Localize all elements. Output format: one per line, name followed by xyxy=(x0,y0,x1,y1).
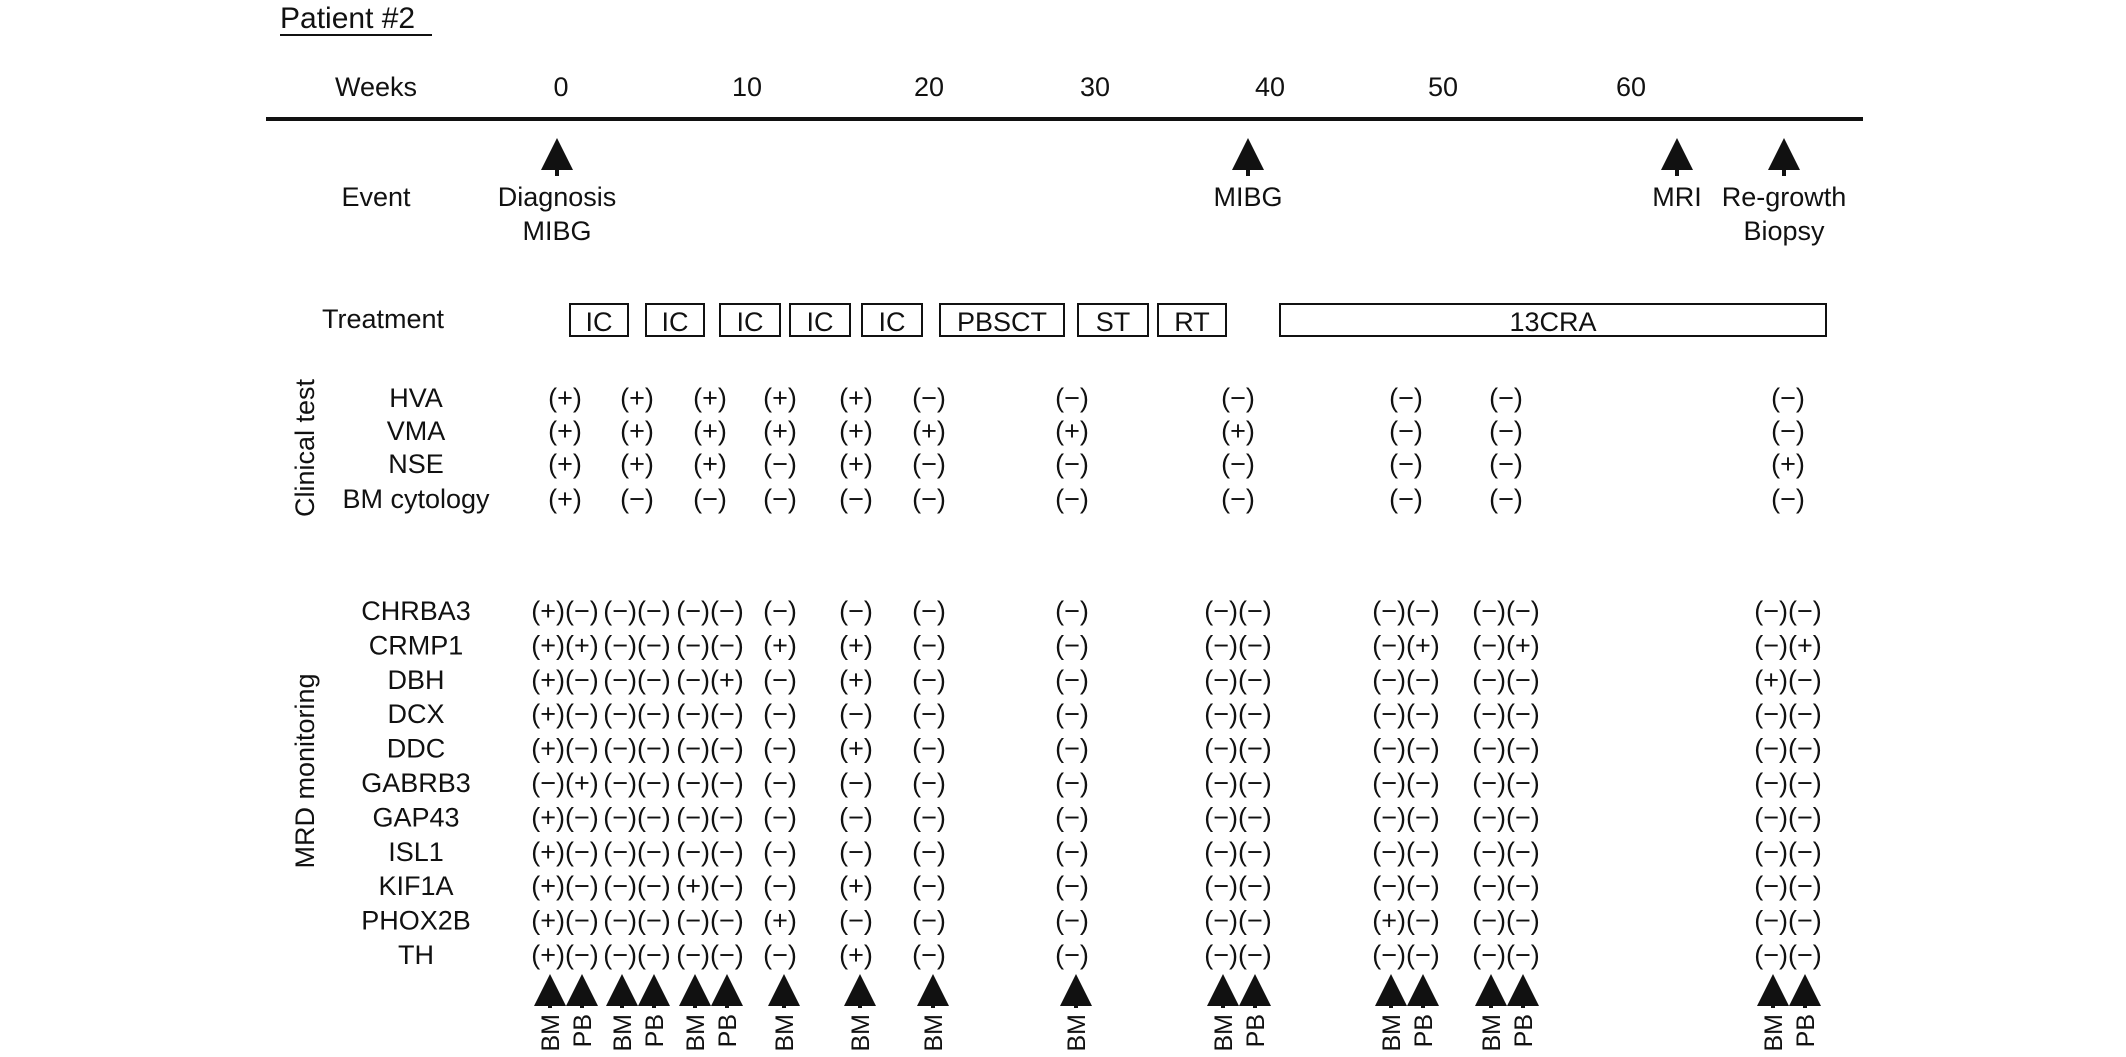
mrd-result: (−) xyxy=(912,905,946,936)
clinical-result: (+) xyxy=(620,383,654,413)
event-label: Event xyxy=(341,182,411,212)
mrd-result: (+)(−) xyxy=(531,802,599,833)
mrd-result: (−) xyxy=(1055,940,1089,970)
mrd-result: (−)(−) xyxy=(603,699,671,730)
sample-type-label: BM xyxy=(537,1014,565,1052)
clinical-result: (+) xyxy=(548,484,582,514)
clinical-result: (−) xyxy=(1389,484,1423,514)
clinical-result: (−) xyxy=(763,484,797,514)
mrd-result: (+) xyxy=(839,733,873,764)
clinical-result: (−) xyxy=(1771,416,1805,446)
clinical-result: (−) xyxy=(912,449,946,479)
event-text: Re-growth xyxy=(1721,182,1847,212)
mrd-result: (−)(+) xyxy=(676,664,744,695)
mrd-monitoring-table xyxy=(361,596,1822,970)
clinical-result: (+) xyxy=(548,416,582,446)
mrd-result: (−) xyxy=(839,699,873,730)
clinical-result: (+) xyxy=(839,383,873,413)
mrd-result: (−) xyxy=(763,836,797,867)
mrd-result: (−)(−) xyxy=(676,699,744,730)
mrd-result: (+)(−) xyxy=(531,871,599,902)
mrd-result: (−)(−) xyxy=(1372,699,1440,730)
mrd-result: (−) xyxy=(763,871,797,902)
treatment-label: Treatment xyxy=(321,304,445,334)
sample-type-label: BM xyxy=(847,1014,875,1052)
clinical-result: (−) xyxy=(763,449,797,479)
mrd-result: (+) xyxy=(839,664,873,695)
mrd-result: (−)(−) xyxy=(603,871,671,902)
mrd-result: (−)(−) xyxy=(676,733,744,764)
sample-type-label: PB xyxy=(641,1014,669,1048)
mrd-row-label: ISL1 xyxy=(388,836,444,867)
clinical-result: (+) xyxy=(1221,416,1255,446)
sample-markers xyxy=(537,990,1820,1052)
mrd-row-label: CRMP1 xyxy=(368,630,464,661)
sample-type-label: BM xyxy=(1210,1014,1238,1052)
sample-type-label: PB xyxy=(1792,1014,1820,1048)
mrd-result: (−)(−) xyxy=(1472,871,1540,902)
mrd-result: (−)(+) xyxy=(1754,630,1822,661)
mrd-result: (−)(−) xyxy=(1754,836,1822,867)
mrd-result: (−)(−) xyxy=(1754,905,1822,936)
mrd-result: (+)(−) xyxy=(531,596,599,626)
mrd-result: (−)(−) xyxy=(1372,836,1440,867)
event-text: MIBG xyxy=(1213,182,1283,212)
week-tick-label: 60 xyxy=(1615,72,1647,102)
mrd-result: (−)(−) xyxy=(1754,802,1822,833)
mrd-result: (−)(+) xyxy=(1372,630,1440,661)
mrd-result: (−)(−) xyxy=(1204,836,1272,867)
mrd-result: (−)(−) xyxy=(1754,940,1822,970)
clinical-result: (−) xyxy=(1389,416,1423,446)
clinical-test-label: Clinical test xyxy=(290,378,320,518)
mrd-row-label: TH xyxy=(398,940,434,970)
clinical-result: (+) xyxy=(839,416,873,446)
mrd-result: (−)(−) xyxy=(1372,940,1440,970)
mrd-result: (+) xyxy=(839,630,873,661)
events xyxy=(498,154,1847,246)
clinical-result: (−) xyxy=(1221,484,1255,514)
mrd-result: (−) xyxy=(912,699,946,730)
sample-type-label: PB xyxy=(1410,1014,1438,1048)
mrd-result: (−)(−) xyxy=(676,596,744,626)
sample-type-label: BM xyxy=(1063,1014,1091,1052)
mrd-result: (−)(−) xyxy=(676,905,744,936)
mrd-row-label: GAP43 xyxy=(372,802,460,833)
mrd-result: (−) xyxy=(1055,630,1089,661)
clinical-result: (−) xyxy=(693,484,727,514)
mrd-result: (+)(−) xyxy=(1754,664,1822,695)
treatments xyxy=(570,304,1826,337)
mrd-result: (−) xyxy=(912,768,946,798)
treatment-name: RT xyxy=(1174,307,1210,337)
mrd-result: (−)(−) xyxy=(676,802,744,833)
treatment-name: IC xyxy=(585,307,613,337)
week-tick-label: 50 xyxy=(1427,72,1459,102)
sample-type-label: BM xyxy=(1378,1014,1406,1052)
clinical-row-label: HVA xyxy=(389,383,443,413)
mrd-row-label: GABRB3 xyxy=(361,768,471,798)
clinical-result: (−) xyxy=(1771,383,1805,413)
mrd-result: (−)(−) xyxy=(603,905,671,936)
mrd-result: (−)(−) xyxy=(603,733,671,764)
mrd-result: (+)(−) xyxy=(531,940,599,970)
mrd-result: (−)(−) xyxy=(1472,768,1540,798)
mrd-result: (−)(−) xyxy=(603,836,671,867)
mrd-result: (−) xyxy=(1055,699,1089,730)
sample-type-label: BM xyxy=(1478,1014,1506,1052)
mrd-result: (−)(−) xyxy=(1372,664,1440,695)
mrd-result: (+)(−) xyxy=(676,871,744,902)
clinical-result: (+) xyxy=(763,383,797,413)
clinical-result: (+) xyxy=(620,449,654,479)
mrd-result: (−)(+) xyxy=(1472,630,1540,661)
treatment-name: PBSCT xyxy=(956,307,1048,337)
mrd-result: (+) xyxy=(763,630,797,661)
mrd-result: (−)(−) xyxy=(1754,733,1822,764)
week-tick-label: 10 xyxy=(731,72,763,102)
clinical-result: (+) xyxy=(620,416,654,446)
mrd-result: (−) xyxy=(1055,836,1089,867)
mrd-result: (−) xyxy=(763,768,797,798)
clinical-result: (−) xyxy=(1221,449,1255,479)
mrd-result: (+)(+) xyxy=(531,630,599,661)
mrd-result: (−) xyxy=(763,664,797,695)
mrd-result: (−) xyxy=(1055,871,1089,902)
mrd-result: (−) xyxy=(912,664,946,695)
clinical-row-label: BM cytology xyxy=(342,484,490,514)
mrd-result: (−)(−) xyxy=(1204,871,1272,902)
week-ticks xyxy=(553,72,1646,102)
mrd-result: (+)(−) xyxy=(531,664,599,695)
clinical-result: (−) xyxy=(912,383,946,413)
mrd-result: (−)(−) xyxy=(676,630,744,661)
week-tick-label: 30 xyxy=(1079,72,1111,102)
sample-type-label: BM xyxy=(1760,1014,1788,1052)
treatment-name: IC xyxy=(736,307,764,337)
sample-type-label: BM xyxy=(682,1014,710,1052)
mrd-result: (−)(−) xyxy=(676,940,744,970)
mrd-result: (−)(−) xyxy=(1372,802,1440,833)
mrd-result: (−)(−) xyxy=(1472,836,1540,867)
clinical-result: (−) xyxy=(1489,484,1523,514)
mrd-result: (−) xyxy=(763,699,797,730)
clinical-result: (−) xyxy=(620,484,654,514)
treatment-name: ST xyxy=(1095,307,1131,337)
clinical-result: (+) xyxy=(912,416,946,446)
sample-type-label: PB xyxy=(714,1014,742,1048)
treatment-name: 13CRA xyxy=(1509,307,1597,337)
mrd-result: (−)(−) xyxy=(1472,940,1540,970)
clinical-row-label: VMA xyxy=(386,416,446,446)
event-text: MIBG xyxy=(522,216,592,246)
mrd-result: (−)(−) xyxy=(603,664,671,695)
clinical-result: (−) xyxy=(1489,383,1523,413)
mrd-result: (−)(−) xyxy=(676,768,744,798)
clinical-result: (+) xyxy=(548,449,582,479)
mrd-row-label: KIF1A xyxy=(378,871,454,902)
mrd-result: (−)(+) xyxy=(531,768,599,798)
clinical-result: (−) xyxy=(1055,449,1089,479)
sample-type-label: PB xyxy=(1510,1014,1538,1048)
mrd-result: (−) xyxy=(912,630,946,661)
mrd-result: (−)(−) xyxy=(1372,596,1440,626)
mrd-result: (−)(−) xyxy=(676,836,744,867)
mrd-result: (+)(−) xyxy=(531,905,599,936)
mrd-result: (−) xyxy=(912,733,946,764)
clinical-result: (+) xyxy=(1055,416,1089,446)
clinical-result: (+) xyxy=(548,383,582,413)
mrd-result: (+) xyxy=(839,871,873,902)
mrd-result: (−) xyxy=(1055,802,1089,833)
clinical-row-label: NSE xyxy=(388,449,444,479)
week-tick-label: 0 xyxy=(553,72,569,102)
figure-title: Patient #2 xyxy=(280,2,416,35)
mrd-result: (−)(−) xyxy=(1204,940,1272,970)
mrd-result: (−)(−) xyxy=(1204,733,1272,764)
clinical-test-table xyxy=(342,383,1804,514)
mrd-result: (−) xyxy=(839,768,873,798)
mrd-result: (−)(−) xyxy=(1754,871,1822,902)
mrd-result: (−)(−) xyxy=(603,630,671,661)
mrd-result: (−) xyxy=(912,836,946,867)
mrd-result: (−) xyxy=(839,596,873,626)
mrd-row-label: CHRBA3 xyxy=(361,596,471,626)
mrd-result: (−)(−) xyxy=(1204,802,1272,833)
mrd-result: (−)(−) xyxy=(1204,699,1272,730)
sample-type-label: BM xyxy=(609,1014,637,1052)
mrd-result: (−) xyxy=(839,905,873,936)
sample-type-label: PB xyxy=(1242,1014,1270,1048)
clinical-result: (−) xyxy=(1389,449,1423,479)
clinical-result: (+) xyxy=(693,449,727,479)
clinical-result: (−) xyxy=(1055,484,1089,514)
mrd-result: (−) xyxy=(763,940,797,970)
mrd-result: (−)(−) xyxy=(603,940,671,970)
clinical-result: (+) xyxy=(763,416,797,446)
treatment-name: IC xyxy=(878,307,906,337)
clinical-result: (−) xyxy=(1489,449,1523,479)
clinical-result: (−) xyxy=(1055,383,1089,413)
clinical-result: (−) xyxy=(912,484,946,514)
mrd-result: (+)(−) xyxy=(1372,905,1440,936)
mrd-result: (−) xyxy=(1055,733,1089,764)
mrd-result: (+) xyxy=(763,905,797,936)
mrd-monitoring-label: MRD monitoring xyxy=(290,673,320,869)
mrd-result: (+)(−) xyxy=(531,699,599,730)
mrd-row-label: DBH xyxy=(387,664,445,695)
mrd-result: (−)(−) xyxy=(1372,733,1440,764)
mrd-result: (−)(−) xyxy=(603,802,671,833)
mrd-result: (−) xyxy=(1055,768,1089,798)
mrd-result: (−)(−) xyxy=(1204,630,1272,661)
clinical-result: (−) xyxy=(1771,484,1805,514)
sample-type-label: PB xyxy=(569,1014,597,1048)
clinical-result: (−) xyxy=(1489,416,1523,446)
event-text: Biopsy xyxy=(1743,216,1825,246)
mrd-result: (+)(−) xyxy=(531,733,599,764)
mrd-result: (−)(−) xyxy=(1472,733,1540,764)
mrd-result: (−) xyxy=(763,733,797,764)
mrd-result: (−)(−) xyxy=(1204,768,1272,798)
mrd-result: (−)(−) xyxy=(1754,768,1822,798)
mrd-result: (−) xyxy=(763,802,797,833)
mrd-result: (−)(−) xyxy=(603,596,671,626)
treatment-name: IC xyxy=(661,307,689,337)
sample-type-label: BM xyxy=(920,1014,948,1052)
mrd-result: (−)(−) xyxy=(1472,664,1540,695)
clinical-result: (+) xyxy=(693,416,727,446)
event-text: Diagnosis xyxy=(497,182,617,212)
mrd-result: (−)(−) xyxy=(1472,905,1540,936)
mrd-result: (−) xyxy=(912,940,946,970)
mrd-result: (−)(−) xyxy=(1754,699,1822,730)
mrd-result: (−)(−) xyxy=(1204,905,1272,936)
mrd-result: (−)(−) xyxy=(603,768,671,798)
mrd-result: (−)(−) xyxy=(1204,596,1272,626)
mrd-result: (−) xyxy=(1055,664,1089,695)
mrd-row-label: DCX xyxy=(387,699,445,730)
mrd-result: (−) xyxy=(839,836,873,867)
week-tick-label: 40 xyxy=(1254,72,1286,102)
clinical-result: (+) xyxy=(693,383,727,413)
week-tick-label: 20 xyxy=(913,72,945,102)
mrd-result: (−) xyxy=(763,596,797,626)
mrd-result: (−)(−) xyxy=(1754,596,1822,626)
mrd-result: (+) xyxy=(839,940,873,970)
mrd-result: (−) xyxy=(1055,596,1089,626)
mrd-result: (−) xyxy=(912,871,946,902)
mrd-result: (−)(−) xyxy=(1372,871,1440,902)
sample-type-label: BM xyxy=(771,1014,799,1052)
clinical-result: (−) xyxy=(839,484,873,514)
mrd-result: (−)(−) xyxy=(1204,664,1272,695)
mrd-result: (−) xyxy=(839,802,873,833)
event-text: MRI xyxy=(1652,182,1702,212)
mrd-result: (−)(−) xyxy=(1472,699,1540,730)
mrd-result: (−) xyxy=(912,596,946,626)
treatment-name: IC xyxy=(806,307,834,337)
mrd-result: (−)(−) xyxy=(1472,802,1540,833)
clinical-result: (+) xyxy=(1771,449,1805,479)
clinical-result: (−) xyxy=(1221,383,1255,413)
mrd-row-label: PHOX2B xyxy=(361,905,471,936)
mrd-result: (+)(−) xyxy=(531,836,599,867)
mrd-row-label: DDC xyxy=(386,733,446,764)
clinical-result: (−) xyxy=(1389,383,1423,413)
weeks-label: Weeks xyxy=(334,72,418,102)
mrd-result: (−) xyxy=(912,802,946,833)
mrd-result: (−)(−) xyxy=(1372,768,1440,798)
mrd-result: (−)(−) xyxy=(1472,596,1540,626)
mrd-result: (−) xyxy=(1055,905,1089,936)
clinical-result: (+) xyxy=(839,449,873,479)
